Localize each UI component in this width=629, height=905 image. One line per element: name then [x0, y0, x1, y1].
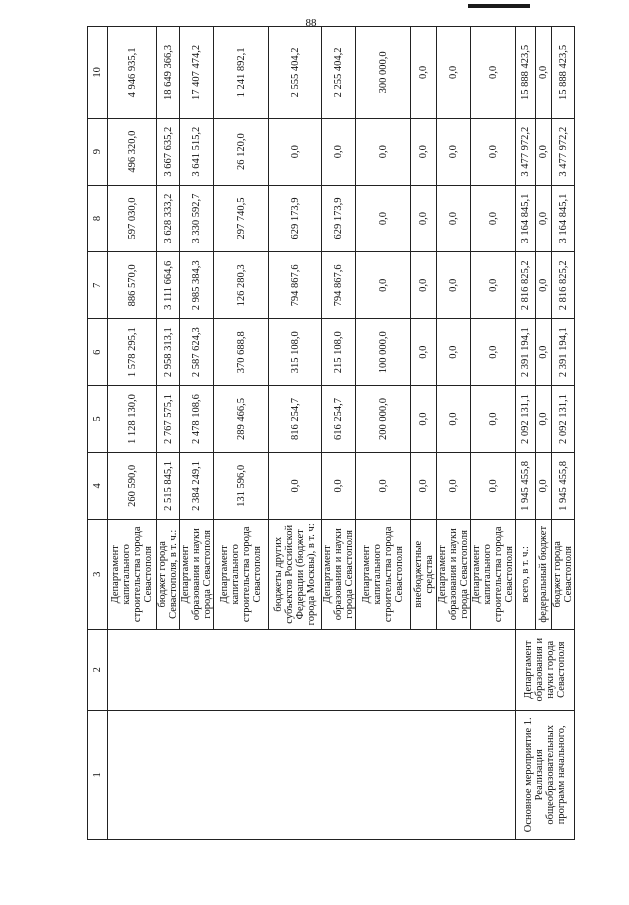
value-cell: 18 649 366,3: [157, 27, 180, 119]
value-cell: 816 254,7: [269, 386, 322, 453]
empty-cell: [214, 629, 269, 710]
value-cell: 4 946 935,1: [108, 27, 157, 119]
value-cell: 0,0: [437, 118, 471, 185]
value-cell: 0,0: [471, 185, 516, 252]
value-cell: 2 391 194,1: [552, 319, 575, 386]
header-cell: 3: [88, 519, 108, 629]
value-cell: 2 478 108,6: [180, 386, 214, 453]
empty-cell: [437, 629, 471, 710]
value-cell: 0,0: [471, 118, 516, 185]
value-cell: 2 958 313,1: [157, 319, 180, 386]
page-number: 88: [305, 17, 317, 29]
header-cell: 8: [88, 185, 108, 252]
value-cell: 2 391 194,1: [516, 319, 536, 386]
empty-cell: [356, 710, 411, 839]
table-row: [269, 27, 322, 840]
value-cell: 370 688,8: [214, 319, 269, 386]
header-cell: 4: [88, 452, 108, 519]
funding-source-cell: Департамент капитального строительства города Севастополя: [356, 519, 411, 629]
empty-cell: [411, 710, 437, 839]
value-cell: 794 867,6: [269, 252, 322, 319]
value-cell: 2 985 384,3: [180, 252, 214, 319]
value-cell: 200 000,0: [356, 386, 411, 453]
empty-cell: [157, 710, 180, 839]
value-cell: 260 590,0: [108, 452, 157, 519]
table-row: [157, 27, 180, 840]
value-cell: 496 320,0: [108, 118, 157, 185]
budget-table: [87, 26, 575, 840]
value-cell: 289 466,5: [214, 386, 269, 453]
value-cell: 0,0: [437, 386, 471, 453]
executor-cell: Департамент образования и науки города Севастополя: [516, 629, 575, 710]
value-cell: 0,0: [536, 185, 552, 252]
value-cell: 0,0: [471, 252, 516, 319]
header-cell: 2: [88, 629, 108, 710]
value-cell: 3 628 333,2: [157, 185, 180, 252]
empty-cell: [269, 710, 322, 839]
value-cell: 2 255 404,2: [322, 27, 356, 119]
value-cell: 26 120,0: [214, 118, 269, 185]
value-cell: 0,0: [471, 386, 516, 453]
funding-source-cell: Департамент образования и науки города Севастополя: [437, 519, 471, 629]
value-cell: 315 108,0: [269, 319, 322, 386]
table-row: [322, 27, 356, 840]
value-cell: 0,0: [536, 452, 552, 519]
value-cell: 100 000,0: [356, 319, 411, 386]
table-row: [471, 27, 516, 840]
table-row: [108, 27, 157, 840]
funding-source-cell: бюджет города Севастополя: [552, 519, 575, 629]
header-cell: 9: [88, 118, 108, 185]
value-cell: 0,0: [437, 27, 471, 119]
scan-artifact-mark: [468, 4, 530, 8]
funding-source-cell: внебюджетные средства: [411, 519, 437, 629]
empty-cell: [437, 710, 471, 839]
funding-source-cell: Департамент образования и науки города Севастополя: [180, 519, 214, 629]
header-cell: 5: [88, 386, 108, 453]
value-cell: 300 000,0: [356, 27, 411, 119]
value-cell: 2 515 845,1: [157, 452, 180, 519]
empty-cell: [471, 629, 516, 710]
value-cell: 0,0: [536, 319, 552, 386]
value-cell: 1 241 892,1: [214, 27, 269, 119]
value-cell: 0,0: [322, 452, 356, 519]
funding-source-cell: Департамент капитального строительства города Севастополя: [471, 519, 516, 629]
value-cell: 2 816 825,2: [516, 252, 536, 319]
value-cell: 3 164 845,1: [552, 185, 575, 252]
value-cell: 2 587 624,3: [180, 319, 214, 386]
value-cell: 0,0: [356, 452, 411, 519]
value-cell: 0,0: [411, 27, 437, 119]
value-cell: 2 767 575,1: [157, 386, 180, 453]
value-cell: 886 570,0: [108, 252, 157, 319]
value-cell: 0,0: [471, 319, 516, 386]
value-cell: 3 111 664,6: [157, 252, 180, 319]
empty-cell: [322, 710, 356, 839]
empty-cell: [214, 710, 269, 839]
funding-source-cell: Департамент образования и науки города Севастополя: [322, 519, 356, 629]
rotated-table-container: [87, 26, 574, 840]
value-cell: 17 407 474,2: [180, 27, 214, 119]
value-cell: 0,0: [269, 118, 322, 185]
header-row: [88, 27, 108, 840]
value-cell: 0,0: [411, 185, 437, 252]
value-cell: 0,0: [411, 452, 437, 519]
value-cell: 3 477 972,2: [516, 118, 536, 185]
value-cell: 0,0: [411, 252, 437, 319]
value-cell: 0,0: [536, 252, 552, 319]
value-cell: 126 280,3: [214, 252, 269, 319]
value-cell: 1 128 130,0: [108, 386, 157, 453]
value-cell: 3 477 972,2: [552, 118, 575, 185]
empty-cell: [157, 629, 180, 710]
header-cell: 10: [88, 27, 108, 119]
value-cell: 0,0: [471, 27, 516, 119]
value-cell: 0,0: [269, 452, 322, 519]
empty-cell: [180, 629, 214, 710]
table-row: [411, 27, 437, 840]
funding-source-cell: бюджет города Севастополя, в т. ч.:: [157, 519, 180, 629]
value-cell: 2 384 249,1: [180, 452, 214, 519]
value-cell: 629 173,9: [269, 185, 322, 252]
funding-source-cell: Департамент капитального строительства города Севастополя: [214, 519, 269, 629]
value-cell: 0,0: [471, 452, 516, 519]
value-cell: 0,0: [437, 319, 471, 386]
empty-cell: [108, 629, 157, 710]
value-cell: 15 888 423,5: [516, 27, 536, 119]
value-cell: 3 164 845,1: [516, 185, 536, 252]
value-cell: 1 945 455,8: [552, 452, 575, 519]
value-cell: 215 108,0: [322, 319, 356, 386]
header-cell: 7: [88, 252, 108, 319]
value-cell: 597 030,0: [108, 185, 157, 252]
value-cell: 15 888 423,5: [552, 27, 575, 119]
header-cell: 6: [88, 319, 108, 386]
value-cell: 0,0: [322, 118, 356, 185]
value-cell: 0,0: [437, 452, 471, 519]
table-row: [214, 27, 269, 840]
value-cell: 3 667 635,2: [157, 118, 180, 185]
value-cell: 0,0: [536, 27, 552, 119]
header-cell: 1: [88, 710, 108, 839]
value-cell: 0,0: [356, 252, 411, 319]
value-cell: 0,0: [356, 185, 411, 252]
value-cell: 3 641 515,2: [180, 118, 214, 185]
table-row: [356, 27, 411, 840]
value-cell: 0,0: [437, 185, 471, 252]
value-cell: 0,0: [411, 386, 437, 453]
value-cell: 794 867,6: [322, 252, 356, 319]
value-cell: 0,0: [411, 319, 437, 386]
value-cell: 0,0: [356, 118, 411, 185]
value-cell: 2 555 404,2: [269, 27, 322, 119]
funding-source-cell: бюджеты других субъектов Российской Федерации (бюджет города Москвы), в т. ч:: [269, 519, 322, 629]
value-cell: 2 816 825,2: [552, 252, 575, 319]
funding-source-cell: федеральный бюджет: [536, 519, 552, 629]
empty-cell: [356, 629, 411, 710]
value-cell: 629 173,9: [322, 185, 356, 252]
empty-cell: [108, 710, 157, 839]
funding-source-cell: всего, в т. ч.:: [516, 519, 536, 629]
value-cell: 3 330 592,7: [180, 185, 214, 252]
measure-name-cell: Основное мероприятие 1. Реализация общеобразовательных программ начального,: [516, 710, 575, 839]
empty-cell: [322, 629, 356, 710]
value-cell: 2 092 131,1: [516, 386, 536, 453]
table-row: [516, 27, 536, 840]
value-cell: 616 254,7: [322, 386, 356, 453]
value-cell: 297 740,5: [214, 185, 269, 252]
empty-cell: [180, 710, 214, 839]
empty-cell: [471, 710, 516, 839]
empty-cell: [411, 629, 437, 710]
value-cell: 131 596,0: [214, 452, 269, 519]
value-cell: 0,0: [411, 118, 437, 185]
table-row: [437, 27, 471, 840]
value-cell: 0,0: [536, 386, 552, 453]
value-cell: 1 945 455,8: [516, 452, 536, 519]
funding-source-cell: Департамент капитального строительства города Севастополя: [108, 519, 157, 629]
value-cell: 0,0: [536, 118, 552, 185]
value-cell: 1 578 295,1: [108, 319, 157, 386]
value-cell: 2 092 131,1: [552, 386, 575, 453]
table-row: [180, 27, 214, 840]
value-cell: 0,0: [437, 252, 471, 319]
empty-cell: [269, 629, 322, 710]
